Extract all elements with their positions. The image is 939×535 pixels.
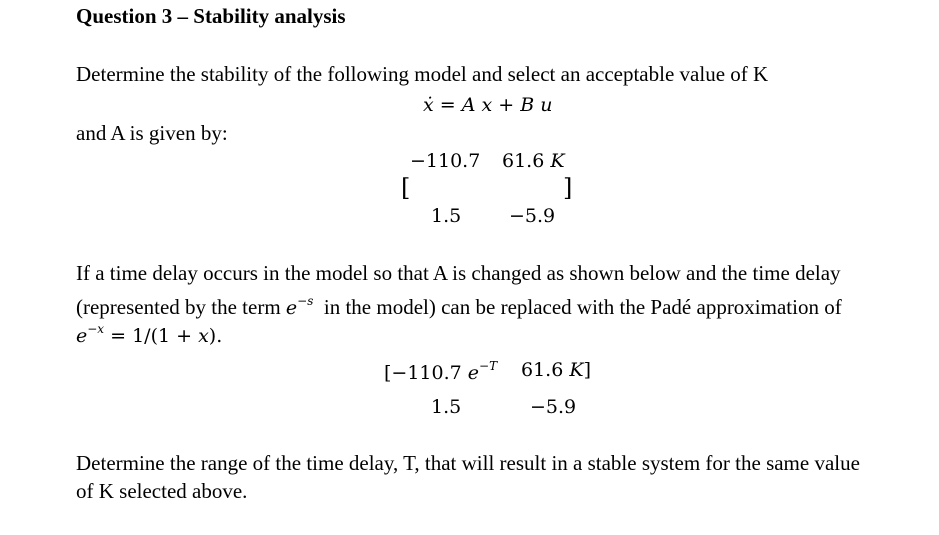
final-line-2: of K selected above. bbox=[76, 479, 248, 503]
matrix2-a11-e: e bbox=[467, 362, 480, 384]
matrix2-a12-var: K bbox=[569, 359, 584, 381]
matrix1-a11: −110.7 bbox=[410, 150, 481, 172]
delay-line2-before: (represented by the term bbox=[76, 295, 286, 319]
matrix1-a12 bbox=[502, 150, 565, 172]
eq-plus: + bbox=[498, 94, 515, 116]
delay-line2-sup: −s bbox=[297, 294, 314, 308]
matrix2-a11 bbox=[384, 359, 497, 384]
delay-line-1: If a time delay occurs in the model so that A is changed as shown below and the time delay bbox=[76, 261, 841, 285]
matrix1-left-bracket: [ bbox=[401, 174, 411, 202]
matrix2-a11-sup: −T bbox=[479, 359, 498, 373]
delay-line2-after: in the model) can be replaced with the Padé approximation of bbox=[323, 295, 842, 319]
matrix2-a12-close: ] bbox=[583, 359, 591, 381]
eq-xdot: ẋ bbox=[423, 94, 434, 116]
pade-x: x bbox=[198, 325, 209, 347]
delay-line-2 bbox=[76, 287, 842, 322]
matrix2-a21: 1.5 bbox=[431, 396, 462, 418]
eq-u: u bbox=[540, 94, 553, 116]
state-equation bbox=[423, 94, 553, 116]
a-given-text: and A is given by: bbox=[76, 121, 228, 145]
matrix2-a11-open: [−110.7 bbox=[384, 362, 468, 384]
matrix1-a21: 1.5 bbox=[431, 205, 462, 227]
matrix1-a22: −5.9 bbox=[509, 205, 556, 227]
pade-rest: = 1/(1 + bbox=[110, 325, 199, 347]
pade-formula bbox=[76, 322, 222, 347]
matrix1-a12-num: 61.6 bbox=[502, 150, 545, 172]
matrix2-a22: −5.9 bbox=[530, 396, 577, 418]
eq-a: A bbox=[461, 94, 476, 116]
pade-e: e bbox=[76, 325, 88, 347]
pade-sup: −x bbox=[87, 322, 105, 336]
eq-equals: = bbox=[439, 94, 456, 116]
eq-x: x bbox=[481, 94, 493, 116]
eq-b: B bbox=[520, 94, 535, 116]
matrix1-right-bracket: ] bbox=[563, 174, 573, 202]
intro-text: Determine the stability of the following model and select an acceptable value of K bbox=[76, 62, 769, 86]
delay-line2-e: e bbox=[285, 297, 298, 319]
matrix1-a12-var: K bbox=[550, 150, 565, 172]
final-line-1: Determine the range of the time delay, T, that will result in a stable system for the same value bbox=[76, 451, 860, 475]
pade-close: ). bbox=[208, 325, 223, 347]
question-title: Question 3 – Stability analysis bbox=[76, 4, 346, 28]
matrix2-a12-num: 61.6 bbox=[521, 359, 570, 381]
matrix2-a12 bbox=[521, 359, 591, 381]
